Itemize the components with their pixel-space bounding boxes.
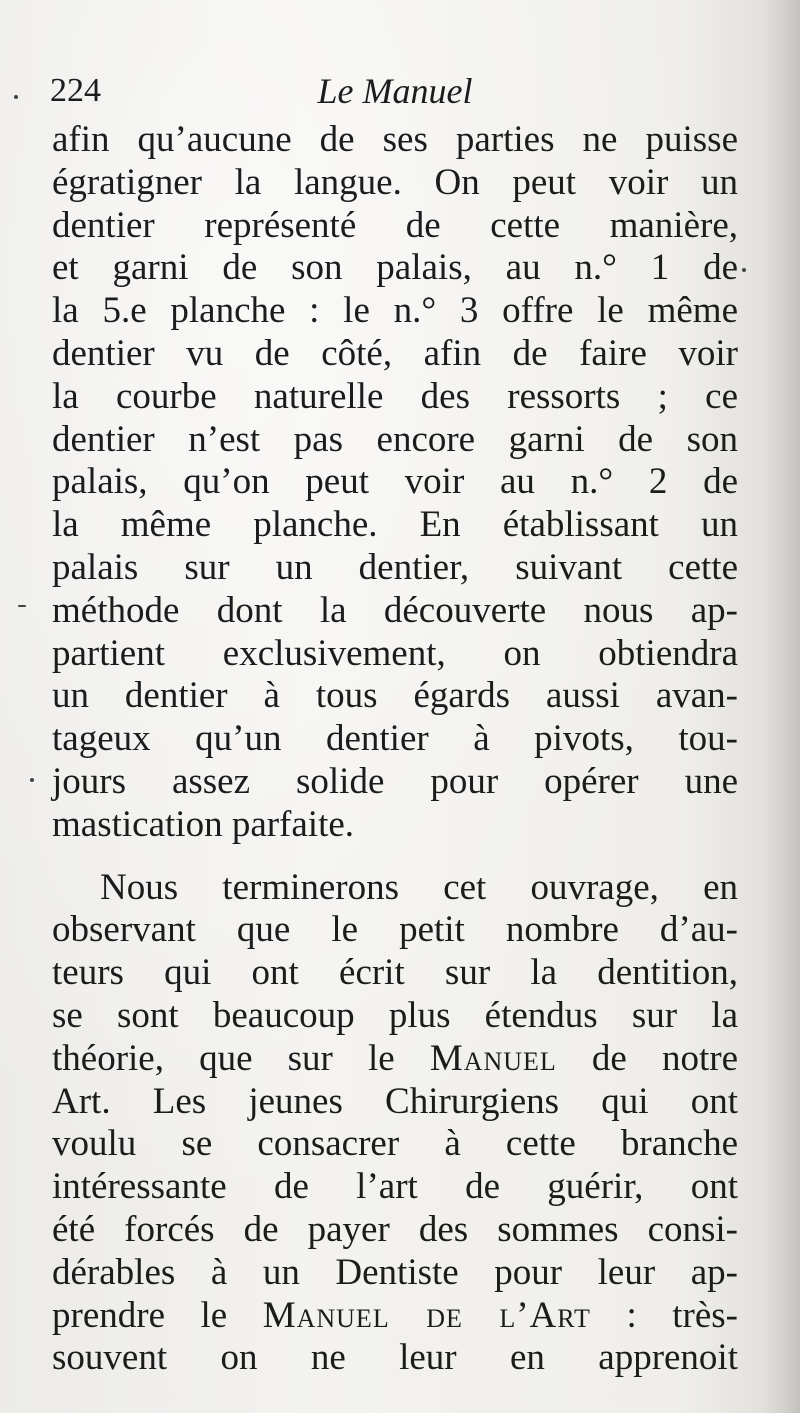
page-number: 224 bbox=[50, 72, 101, 109]
text-line: jours assez solide pour opérer une bbox=[52, 760, 738, 802]
text-line: dentier représenté de cette manière, bbox=[52, 204, 738, 246]
text-line: la courbe naturelle des ressorts ; ce bbox=[52, 375, 738, 417]
text-line: un dentier à tous égards aussi avan- bbox=[52, 675, 738, 717]
page-edge-shadow bbox=[760, 0, 800, 1413]
text-fragment: théorie, que sur le bbox=[52, 1037, 430, 1079]
ink-speck bbox=[742, 268, 746, 272]
text-line: Art. Les jeunes Chirurgiens qui ont bbox=[52, 1080, 738, 1122]
text-line: se sont beaucoup plus étendus sur la bbox=[52, 994, 738, 1036]
body-text bbox=[52, 119, 738, 1380]
text-line bbox=[52, 1295, 738, 1338]
text-line: partient exclusivement, on obtiendra bbox=[52, 632, 738, 674]
text-line: été forcés de payer des sommes consi- bbox=[52, 1208, 738, 1250]
text-fragment: de notre bbox=[556, 1037, 738, 1079]
page-header bbox=[50, 68, 740, 118]
small-caps-phrase: Manuel de l’Art bbox=[262, 1294, 591, 1336]
small-caps-word: Manuel bbox=[429, 1037, 557, 1079]
text-line: et garni de son palais, au n.° 1 de bbox=[52, 247, 738, 289]
text-line: voulu se consacrer à cette branche bbox=[52, 1123, 738, 1165]
text-line: égratigner la langue. On peut voir un bbox=[52, 161, 738, 203]
paragraph-1 bbox=[52, 119, 738, 847]
text-line: dentier n’est pas encore garni de son bbox=[52, 418, 738, 460]
text-line: Nous terminerons cet ouvrage, en bbox=[100, 866, 738, 908]
text-line: palais, qu’on peut voir au n.° 2 de bbox=[52, 461, 738, 503]
text-line: mastication parfaite. bbox=[52, 803, 355, 845]
text-line: dérables à un Dentiste pour leur ap- bbox=[52, 1251, 738, 1293]
text-line: souvent on ne leur en apprenoit bbox=[52, 1337, 738, 1379]
text-line: teurs qui ont écrit sur la dentition, bbox=[52, 952, 738, 994]
text-line: méthode dont la découverte nous ap- bbox=[52, 589, 738, 631]
paragraph-gap bbox=[52, 847, 738, 867]
paragraph-2 bbox=[52, 867, 738, 1381]
ink-speck bbox=[18, 605, 26, 607]
running-title: Le Manuel bbox=[317, 71, 473, 111]
ink-speck bbox=[30, 778, 34, 782]
text-fragment: prendre le bbox=[52, 1294, 263, 1336]
text-line: dentier vu de côté, afin de faire voir bbox=[52, 332, 738, 374]
text-line: intéressante de l’art de guérir, ont bbox=[52, 1166, 738, 1208]
text-line: observant que le petit nombre d’au- bbox=[52, 909, 738, 951]
text-line: tageux qu’un dentier à pivots, tou- bbox=[52, 718, 738, 760]
text-line: afin qu’aucune de ses parties ne puisse bbox=[52, 119, 738, 160]
text-line: palais sur un dentier, suivant cette bbox=[52, 546, 738, 588]
ink-speck bbox=[14, 95, 18, 99]
text-line: la 5.e planche : le n.° 3 offre le même bbox=[52, 290, 738, 332]
text-fragment: : très- bbox=[590, 1294, 738, 1336]
text-line bbox=[52, 1038, 738, 1081]
text-line: la même planche. En établissant un bbox=[52, 504, 738, 546]
